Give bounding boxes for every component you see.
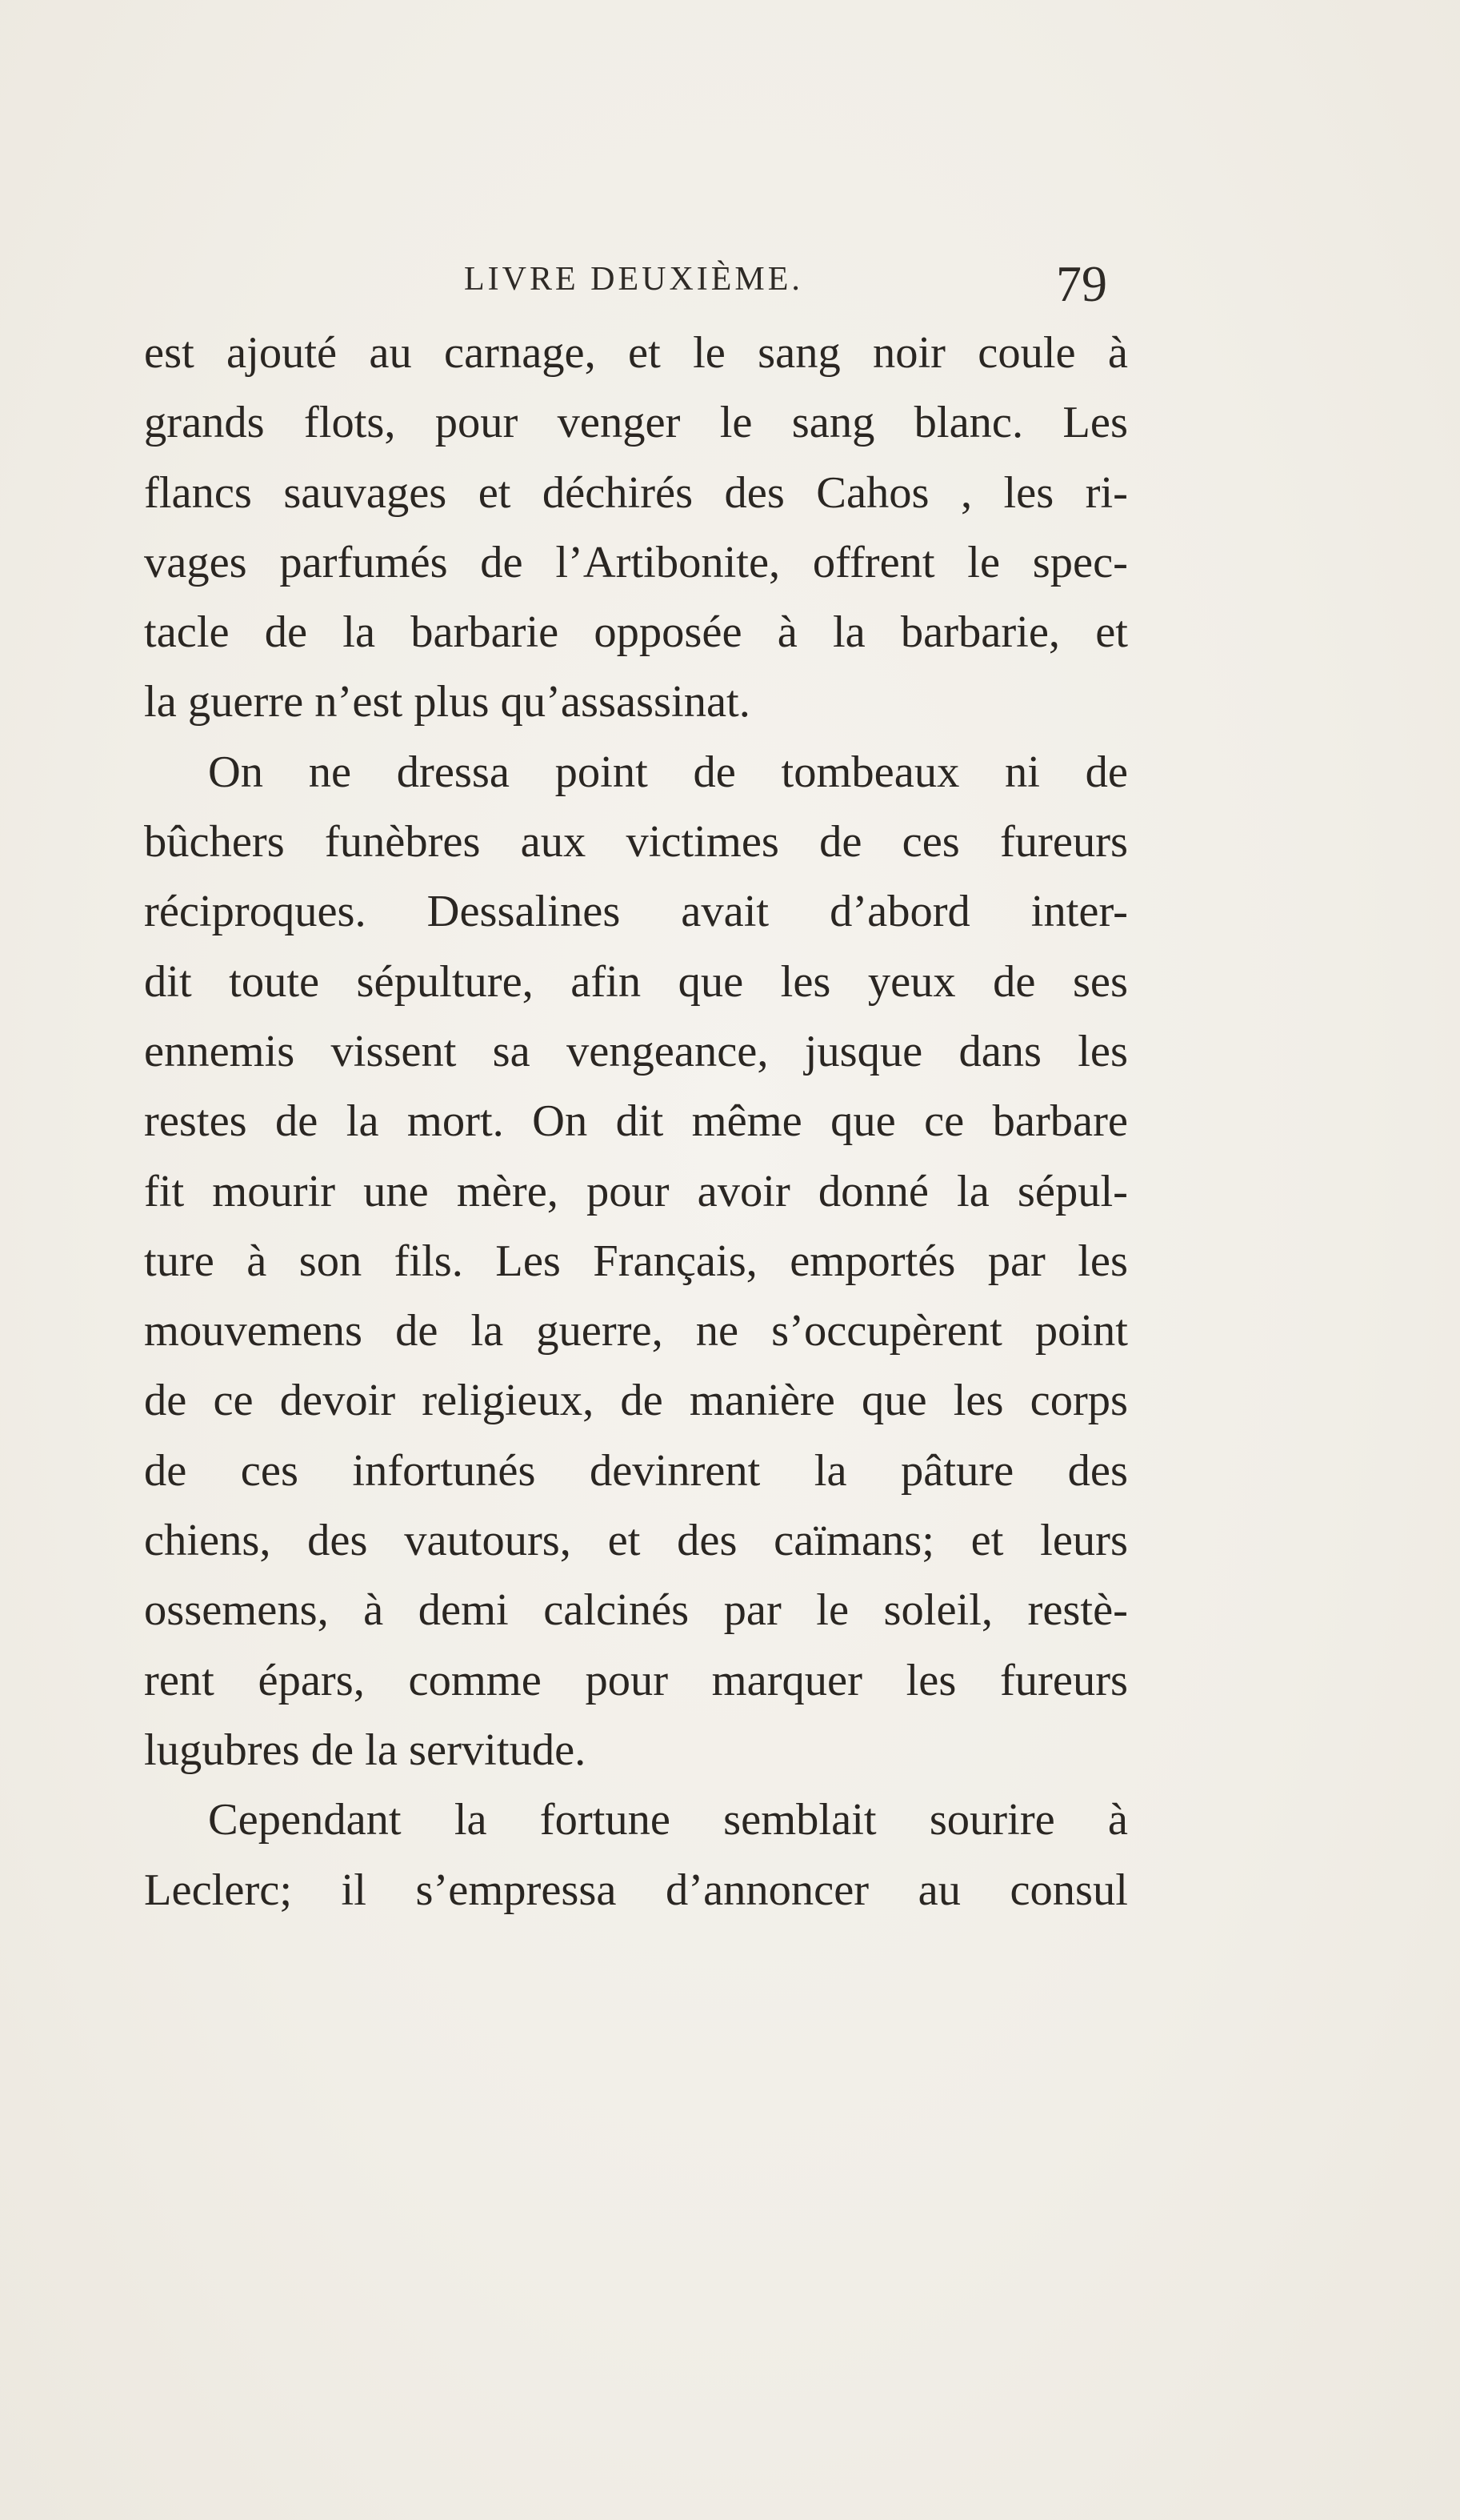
- text-line: tacle de la barbarie opposée à la barbarie, et: [144, 607, 1128, 658]
- text-line: de ce devoir religieux, de manière que les corps: [144, 1376, 1128, 1426]
- text-line: bûchers funèbres aux victimes de ces fureurs: [144, 817, 1128, 867]
- text-line: est ajouté au carnage, et le sang noir coule à: [144, 328, 1128, 378]
- text-line: mouvemens de la guerre, ne s’occupèrent point: [144, 1306, 1128, 1356]
- running-head: LIVRE DEUXIÈME.: [464, 261, 803, 298]
- text-line: flancs sauvages et déchirés des Cahos , les ri-: [144, 467, 1128, 518]
- text-line: rent épars, comme pour marquer les fureurs: [144, 1655, 1128, 1705]
- text-line: dit toute sépulture, afin que les yeux de ses: [144, 956, 1128, 1007]
- page-number: 79: [1056, 255, 1107, 312]
- text-line: ture à son fils. Les Français, emportés par les: [144, 1236, 1128, 1286]
- body-text: [144, 319, 1128, 1925]
- text-line: chiens, des vautours, et des caïmans; et leurs: [144, 1516, 1128, 1566]
- text-line: de ces infortunés devinrent la pâture des: [144, 1445, 1128, 1496]
- text-line: restes de la mort. On dit même que ce barbare: [144, 1096, 1128, 1147]
- text-line: lugubres de la servitude.: [144, 1725, 586, 1775]
- text-line: grands flots, pour venger le sang blanc. Les: [144, 398, 1128, 448]
- text-line: ossemens, à demi calcinés par le soleil, restè-: [144, 1585, 1128, 1636]
- paragraph-start-line: On ne dressa point de tombeaux ni de: [208, 747, 1128, 797]
- text-line: fit mourir une mère, pour avoir donné la sépul-: [144, 1166, 1128, 1216]
- paragraph-start-line: Cependant la fortune semblait sourire à: [208, 1795, 1128, 1845]
- text-line: vages parfumés de l’Artibonite, offrent le spec-: [144, 537, 1128, 587]
- text-line: ennemis vissent sa vengeance, jusque dans les: [144, 1026, 1128, 1076]
- text-line: la guerre n’est plus qu’assassinat.: [144, 677, 750, 727]
- text-line: Leclerc; il s’empressa d’annoncer au consul: [144, 1865, 1128, 1915]
- text-line: réciproques. Dessalines avait d’abord inter-: [144, 887, 1128, 937]
